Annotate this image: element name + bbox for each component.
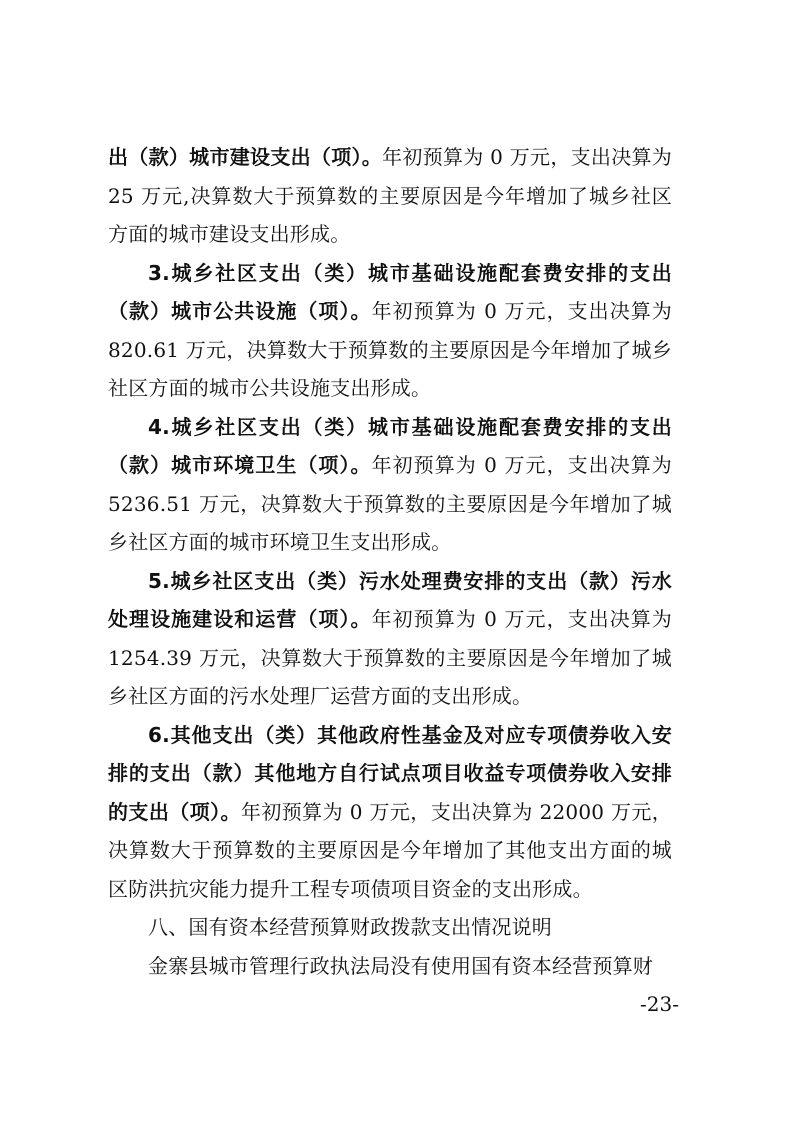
paragraph-item-3 [108,254,672,408]
paragraph-item-6 [108,716,672,909]
paragraph-text: 年初预算为 0 万元，支出决算为 25 万元,决算数大于预算数的主要原因是今年增加了城乡社区方面的城市建设支出形成。 [108,145,672,246]
paragraph-bold-lead: 5.城乡社区支出（类）污水处理费安排的支出（款）污水处理设施建设和运营（项）。 [108,568,672,631]
paragraph-bold-lead: 3.城乡社区支出（类）城市基础设施配套费安排的支出（款）城市公共设施（项）。 [108,260,672,323]
paragraph-bold-lead: 出（款）城市建设支出（项）。 [108,145,383,169]
paragraph-text: 年初预算为 0 万元，支出决算为 1254.39 万元，决算数大于预算数的主要原因是今年增加了城乡社区方面的污水处理厂运营方面的支出形成。 [108,607,672,708]
paragraph-section-8: 金寨县城市管理行政执法局没有使用国有资本经营预算财 [148,953,653,978]
section-heading: 八、国有资本经营预算财政拨款支出情况说明 [148,915,552,939]
paragraph-item-4 [108,408,672,562]
paragraph-continuation [108,138,672,254]
paragraph-text: 年初预算为 0 万元，支出决算为 5236.51 万元，决算数大于预算数的主要原因是今年增加了城乡社区方面的城市环境卫生支出形成。 [108,453,672,554]
paragraph-text: 年初预算为 0 万元，支出决算为 820.61 万元，决算数大于预算数的主要原因是今年增加了城乡社区方面的城市公共设施支出形成。 [108,299,672,400]
page-number: -23- [640,992,679,1016]
paragraph-text: 年初预算为 0 万元，支出决算为 22000 万元，决算数大于预算数的主要原因是今年增加了其他支出方面的城区防洪抗灾能力提升工程专项债项目资金的支出形成。 [108,799,672,901]
document-body [108,138,672,985]
paragraph-item-5 [108,562,672,716]
paragraph-bold-lead: 4.城乡社区支出（类）城市基础设施配套费安排的支出（款）城市环境卫生（项）。 [108,414,672,477]
paragraph-bold-lead: 6.其他支出（类）其他政府性基金及对应专项债券收入安排的支出（款）其他地方自行试点项目收益专项债券收入安排的支出（项）。 [108,722,672,824]
